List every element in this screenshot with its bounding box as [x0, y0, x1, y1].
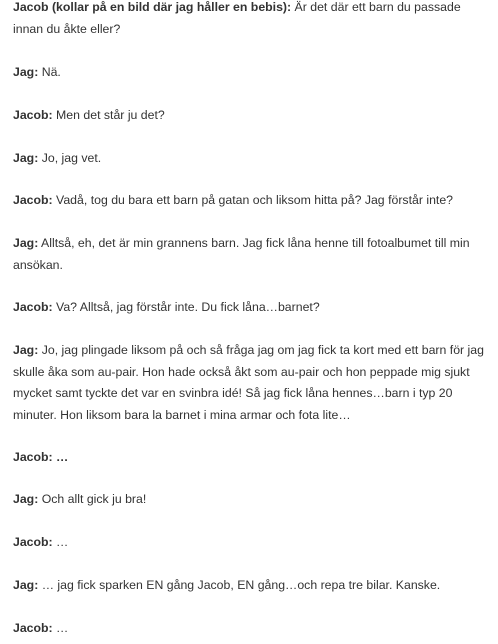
line-text: Men det står ju det? — [52, 108, 165, 122]
dialogue-line — [13, 62, 493, 84]
line-text: Jo, jag vet. — [38, 151, 102, 165]
speaker-name: Jacob (kollar på en bild där jag håller en bebis): — [13, 0, 292, 14]
line-text: Jo, jag plingade liksom på och så fråga jag om jag fick ta kort med ett barn för jag skulle åka som au-pair. Hon hade också åkt som au-pair och hon peppade mig sjukt mycket samt tyckte det var en svinbra idé! Så jag fick låna hennes…barn i typ 20 minuter. Hon liksom bara la barnet i mina armar och fota lite… — [13, 343, 484, 422]
line-text: Är det där ett barn du passade innan du åkte eller? — [13, 0, 461, 36]
speaker-name: Jag: — [13, 343, 39, 357]
speaker-name: Jacob: — [13, 621, 53, 635]
line-text: … jag fick sparken EN gång Jacob, EN gång…och repa tre bilar. Kanske. — [38, 578, 441, 592]
speaker-name: Jag: — [13, 65, 39, 79]
line-text: … — [52, 621, 69, 635]
line-text: … — [52, 535, 69, 549]
dialogue-line — [13, 532, 493, 554]
dialogue-line — [13, 148, 493, 170]
speaker-name: Jacob: — [13, 193, 53, 207]
speaker-name: Jag: — [13, 492, 39, 506]
dialogue-line — [13, 105, 493, 127]
dialogue-line — [13, 190, 493, 212]
speaker-name: Jag: — [13, 578, 39, 592]
line-text: Vadå, tog du bara ett barn på gatan och liksom hitta på? Jag förstår inte? — [52, 193, 453, 207]
dialogue-line — [13, 0, 493, 40]
dialogue-line — [13, 297, 493, 319]
dialogue-line — [13, 618, 493, 640]
dialogue-line — [13, 575, 493, 597]
dialogue-line — [13, 489, 493, 511]
dialogue-line — [13, 340, 493, 426]
dialogue-line — [13, 233, 493, 276]
speaker-name: Jacob: … — [13, 450, 69, 464]
line-text: Alltså, eh, det är min grannens barn. Jag fick låna henne till fotoalbumet till min ansökan. — [13, 236, 470, 272]
line-text: Nä. — [38, 65, 61, 79]
speaker-name: Jacob: — [13, 108, 53, 122]
speaker-name: Jag: — [13, 151, 39, 165]
speaker-name: Jag: — [13, 236, 39, 250]
line-text: Va? Alltså, jag förstår inte. Du fick låna…barnet? — [52, 300, 320, 314]
speaker-name: Jacob: — [13, 535, 53, 549]
line-text: Och allt gick ju bra! — [38, 492, 147, 506]
dialogue-line — [13, 447, 493, 469]
speaker-name: Jacob: — [13, 300, 53, 314]
